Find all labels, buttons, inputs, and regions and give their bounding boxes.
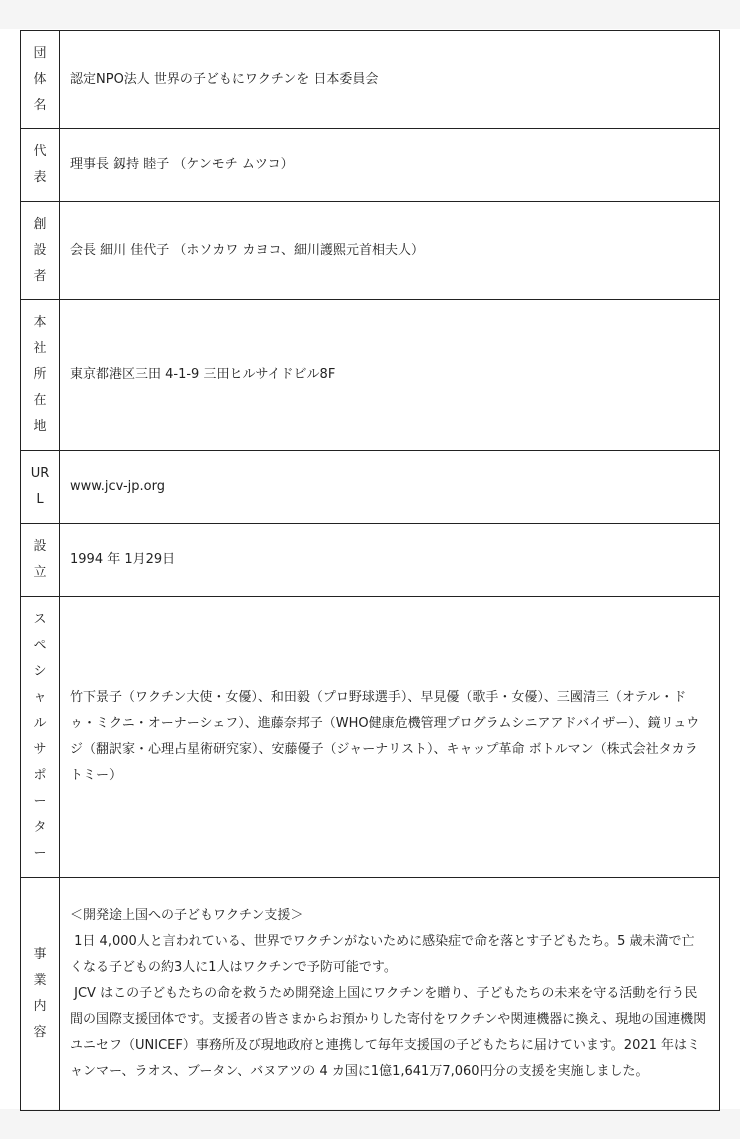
row-value-cell — [60, 597, 720, 878]
table-row-headquarters-address — [21, 300, 720, 451]
row-label: 創設者 — [33, 216, 47, 284]
row-label-cell — [21, 878, 60, 1111]
table-row-business-description — [21, 878, 720, 1111]
table-row-founder — [21, 202, 720, 300]
row-value-cell — [60, 878, 720, 1111]
row-label: 代表 — [33, 144, 47, 185]
row-label: スペシャルサポーター — [33, 612, 47, 861]
row-value-cell — [60, 31, 720, 129]
business-description: ＜開発途上国への子どもワクチン支援＞ 1日 4,000人と言われている、世界でワクチンがないために感染症で命を落とす子どもたち。5 歳未満で亡くなる子どもの約3人に1人はワクチンで予防可能です。 JCV はこの子どもたちの命を救うため開発途上国にワクチンを贈り、子どもたちの未来を守る活動を行う民間の国際支援団体です。支援者の皆さまからお預かりした寄付をワクチンや関連機器に換え、現地の国連機関ユニセフ（UNICEF）事務所及び現地政府と連携して毎年支援国の子どもたちに届けています。2021 年はミャンマー、ラオス、ブータン、バヌアツの 4 カ国に1億1,641万7,060円分の支援を実施しました。 — [70, 908, 707, 1079]
table-row-established — [21, 524, 720, 597]
row-label: 事業内容 — [33, 947, 47, 1040]
table-row-special-supporters — [21, 597, 720, 878]
row-value-cell — [60, 524, 720, 597]
table-row-organization-name — [21, 31, 720, 129]
representative-name: 理事長 釼持 睦子 （ケンモチ ムツコ） — [70, 157, 294, 172]
row-value-cell — [60, 300, 720, 451]
row-label-cell — [21, 202, 60, 300]
row-value-cell — [60, 129, 720, 202]
row-label: 団体名 — [33, 45, 47, 113]
row-label-cell — [21, 300, 60, 451]
row-label: URL — [30, 466, 50, 507]
row-label: 設立 — [33, 539, 47, 580]
organization-name: 認定NPO法人 世界の子どもにワクチンを 日本委員会 — [70, 71, 379, 87]
row-value-cell — [60, 451, 720, 524]
row-label-cell — [21, 524, 60, 597]
row-label-cell — [21, 129, 60, 202]
website-url: www.jcv-jp.org — [70, 479, 165, 494]
headquarters-address: 東京都港区三田 4-1-9 三田ヒルサイドビル8F — [70, 367, 336, 382]
row-label: 本社所在地 — [33, 315, 47, 434]
table-row-url — [21, 451, 720, 524]
table-row-representative — [21, 129, 720, 202]
established-date: 1994 年 1月29日 — [70, 552, 176, 567]
founder-name: 会長 細川 佳代子 （ホソカワ カヨコ、細川護熙元首相夫人） — [70, 242, 425, 258]
row-label-cell — [21, 31, 60, 129]
organization-info-table — [20, 30, 720, 1111]
row-label-cell — [21, 597, 60, 878]
document-page — [0, 29, 740, 1109]
row-value-cell — [60, 202, 720, 300]
special-supporters-list: 竹下景子（ワクチン大使・女優）、和田毅（プロ野球選手）、早見優（歌手・女優）、三國清三（オテル・ドゥ・ミクニ・オーナーシェフ）、進藤奈邦子（WHO健康危機管理プログラムシニアアドバイザー）、鏡リュウジ（翻訳家・心理占星術研究家）、安藤優子（ジャーナリスト）、キャップ革命 ボトルマン（株式会社タカラトミー） — [70, 690, 700, 783]
row-label-cell — [21, 451, 60, 524]
